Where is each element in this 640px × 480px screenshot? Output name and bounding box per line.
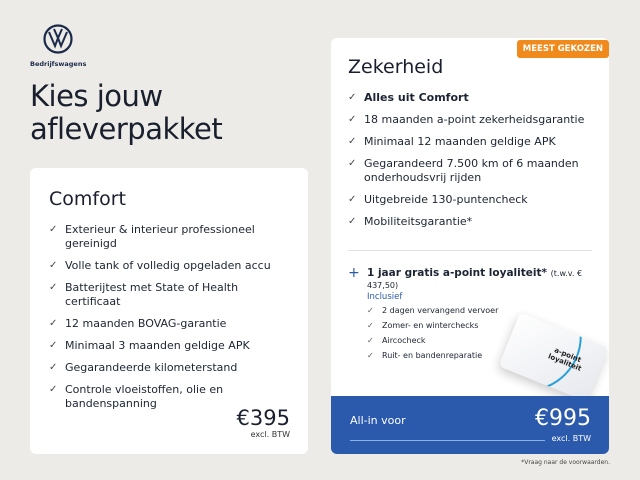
list-item: ✓ Batterijtest met State of Health certificaat [49,281,239,308]
list-item: ✓ 12 maanden BOVAG-garantie [49,317,227,330]
list-item: ✓ 18 maanden a-point zekerheidsgarantie [348,113,585,126]
check-icon: ✓ [49,282,58,293]
check-icon: ✓ [367,351,374,360]
check-icon: ✓ [348,194,357,205]
list-item: ✓ 2 dagen vervangend vervoer [367,306,499,315]
list-item: ✓ Volle tank of volledig opgeladen accu [49,259,271,272]
zekerheid-price: €995 [535,406,591,431]
list-item: ✓ Alles uit Comfort [348,91,469,104]
check-icon: ✓ [49,224,58,235]
list-item: ✓ Gegarandeerde kilometerstand [49,361,238,374]
comfort-price: €395 excl. BTW [236,406,290,439]
zekerheid-title: Zekerheid [348,56,444,78]
comfort-card [30,168,308,454]
footer-line [350,440,545,441]
footnote: *Vraag naar de voorwaarden. [521,459,610,466]
list-item: ✓ Mobiliteitsgarantie* [348,215,473,228]
check-icon: ✓ [348,114,357,125]
check-icon: ✓ [367,321,374,330]
divider [348,250,592,251]
brand-logo [30,24,86,68]
check-icon: ✓ [367,306,374,315]
check-icon: ✓ [49,318,58,329]
included-list [367,306,498,366]
list-item: ✓ Gegarandeerd 7.500 km of 6 maanden onderhoudsvrij rijden [348,157,579,184]
price-footer: All-in voor €995 excl. BTW [331,396,609,454]
list-item: ✓ Ruit- en bandenreparatie [367,351,483,360]
check-icon: ✓ [49,362,58,373]
list-item: ✓ Zomer- en winterchecks [367,321,479,330]
comfort-list [49,223,284,419]
brand-name: Bedrijfswagens [30,60,87,68]
page-title: Kies jouw afleverpakket [30,79,223,146]
loyalty-offer: 1 jaar gratis a-point loyaliteit* (t.w.v. € 437,50) [367,267,583,290]
comfort-title: Comfort [49,188,126,210]
check-icon: ✓ [49,260,58,271]
list-item: ✓ Controle vloeistoffen, olie en bandenspanning [49,383,224,410]
check-icon: ✓ [348,216,357,227]
check-icon: ✓ [348,92,357,103]
plus-icon: + [348,265,360,281]
check-icon: ✓ [49,340,58,351]
list-item: ✓ Minimaal 12 maanden geldige APK [348,135,556,148]
check-icon: ✓ [348,136,357,147]
list-item: ✓ Aircocheck [367,336,426,345]
zekerheid-list [348,91,593,237]
check-icon: ✓ [49,384,58,395]
loyalty-card-image: a-point loyaliteit [499,312,609,401]
list-item: ✓ Uitgebreide 130-puntencheck [348,193,528,206]
check-icon: ✓ [367,336,374,345]
check-icon: ✓ [348,158,357,169]
list-item: ✓ Exterieur & interieur professioneel gereinigd [49,223,255,250]
vw-logo-icon [43,24,73,54]
included-label: Inclusief [367,292,403,302]
most-chosen-badge: MEEST GEKOZEN [517,40,609,58]
list-item: ✓ Minimaal 3 maanden geldige APK [49,339,250,352]
zekerheid-card [331,38,609,454]
